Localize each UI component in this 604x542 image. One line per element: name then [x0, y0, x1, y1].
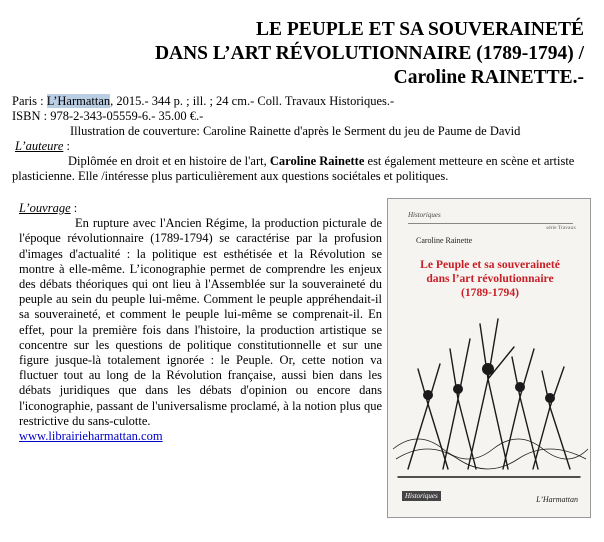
cover-publisher-logo: L’Harmattan [536, 495, 578, 504]
work-section [19, 201, 382, 444]
cover-series-bottom: Historiques [402, 491, 441, 501]
author-bio [12, 154, 597, 184]
isbn-line: ISBN : 978-2-343-05559-6.- 35.00 €.- [12, 109, 204, 123]
author-bio-before: Diplômée en droit et en histoire de l'art, [68, 154, 270, 168]
author-label-colon: : [63, 139, 70, 153]
city: Paris : [12, 94, 47, 108]
author-bio-after: est également metteure en scène et artiste plasticienne. Elle /intéresse plus particulièrement aux questions sociétales et politiques. [12, 154, 575, 183]
bibliographic-info [12, 94, 597, 184]
cover-title-line-2: dans l’art révolutionnaire [426, 272, 554, 285]
publication-line [12, 94, 597, 109]
publication-details: , 2015.- 344 p. ; ill. ; 24 cm.- Coll. Travaux Historiques.- [110, 94, 395, 108]
cover-title-line-3: (1789-1794) [461, 286, 519, 299]
book-cover-image [387, 198, 591, 518]
work-label: L’ouvrage [19, 201, 71, 215]
cover-title-line-1: Le Peuple et sa souveraineté [420, 258, 560, 271]
cover-author: Caroline Rainette [416, 236, 473, 245]
work-section-heading [19, 201, 382, 216]
publisher-website-link[interactable]: www.librairieharmattan.com [19, 429, 163, 444]
author-label: L’auteure [15, 139, 64, 153]
title-line-1: LE PEUPLE ET SA SOUVERAINETÉ [256, 19, 584, 40]
work-label-colon: : [70, 201, 78, 215]
author-name: Caroline Rainette [269, 154, 365, 168]
cover-series-label: Historiques [408, 211, 573, 224]
book-title [24, 18, 584, 90]
cover-title [392, 258, 588, 300]
cover-subseries-label: série Travaux [546, 225, 576, 231]
title-line-3: Caroline RAINETTE.- [393, 67, 584, 88]
title-line-2: DANS L’ART RÉVOLUTIONNAIRE (1789-1794) / [154, 43, 584, 64]
work-summary: En rupture avec l'Ancien Régime, la production picturale de l'époque révolutionnaire (1789-1794) se caractérise par la profusion d'images d'actualité : la politique est esthétisée et la Révolution se montre à elle-même. L’iconographie permet de comprendre les enjeux des débats théoriques qui ont lieu à l'Assemblée sur la souveraineté du peuple au sein du peuple lui-même. Comment le peuple appréhendait-il sa souveraineté, et comment le peuple lui-même se comprenait-il. En effet, pour la première fois dans l'histoire, la production artistique se concentre sur les questions de politique constitutionnelle et sur une figure jusque-là totalement ignorée : le Peuple. Or, cette notion va fluctuer tout au long de la Révolution française, aussi bien dans les débats juridiques que dans les débats d'opinion ou encore dans l'iconographie, passant de l'universalisme proclamé, à la notion plus que restrictive du sans-culotte. [19, 216, 382, 428]
cover-illustration [388, 309, 590, 484]
cover-credit: Illustration de couverture: Caroline Rainette d'après le Serment du jeu de Paume de David [70, 124, 521, 138]
publisher-highlighted[interactable]: L’Harmattan [46, 94, 111, 108]
author-section-heading [12, 139, 597, 154]
